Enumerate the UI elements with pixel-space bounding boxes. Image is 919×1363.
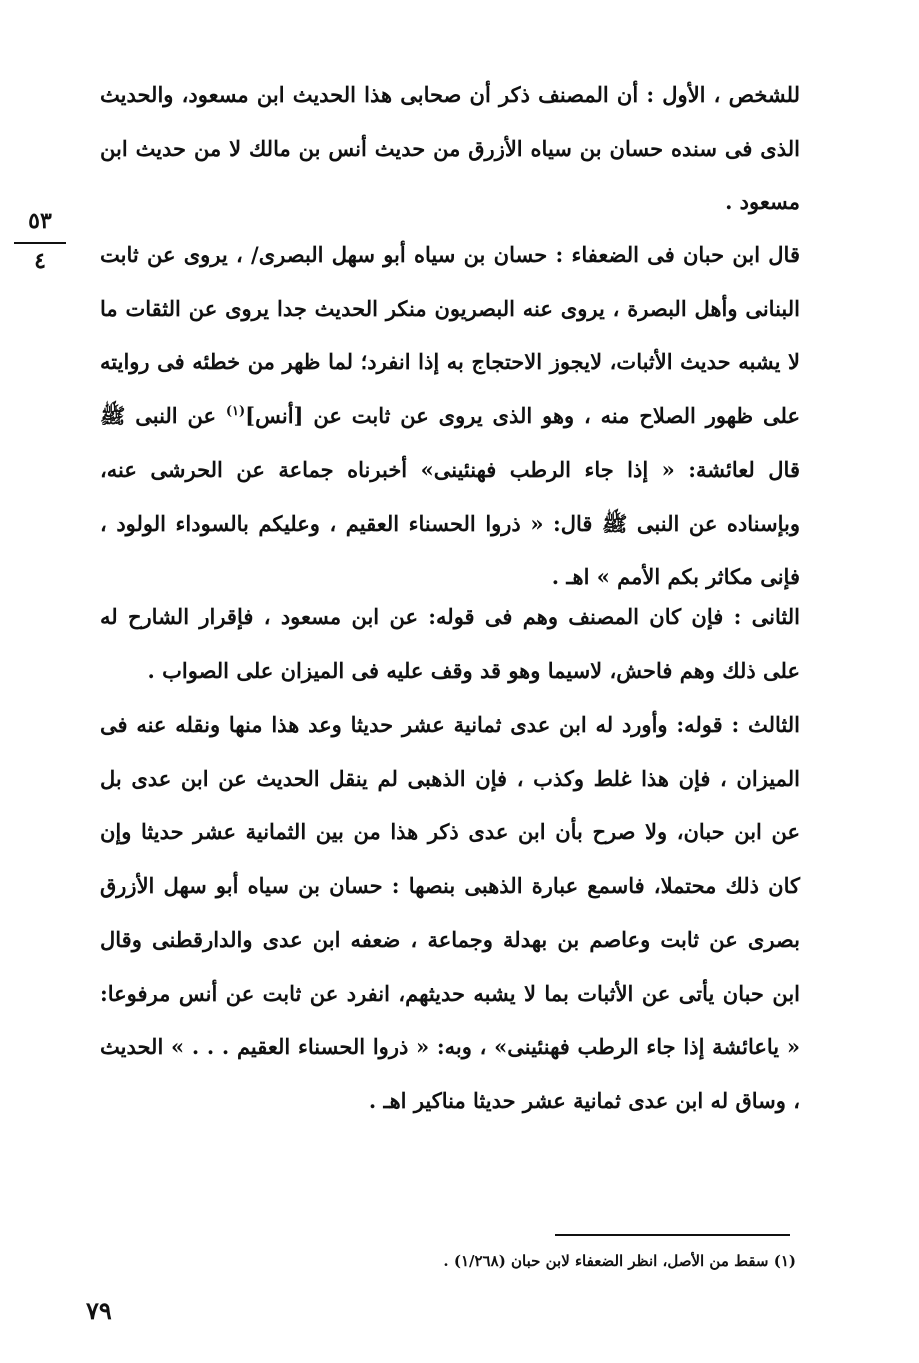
page-number: ٧٩ [86,1296,112,1325]
footnote-separator [555,1234,790,1236]
paragraph-third-text: الثانى : فإن كان المصنف وهم فى قوله: عن ابن مسعود ، فإقرار الشارح له على ذلك وهم فاحش، لاسيما وهو قد وقف عليه فى الميزان على الصواب . [100,604,800,683]
footnote-text: (١) سقط من الأصل، انظر الضعفاء لابن حبان (١/٢٦٨) . [443,1252,796,1270]
paragraph-second [100,228,800,604]
margin-reference-lower: ٤ [34,248,46,274]
margin-reference-upper: ٥٣ [28,208,52,234]
paragraph-fourth [100,698,800,1128]
footnote [300,1249,796,1273]
paragraph-first [100,68,800,229]
paragraph-second-after-ref: عن النبى ﷺ قال لعائشة: « إذا جاء الرطب فهنئينى» أخبرناه جماعة عن الحرشى عنه، وبإسناده عن النبى ﷺ قال: « ذروا الحسناء العقيم ، وعليكم بالسوداء الولود ، فإنى مكاثر بكم الأمم » اهـ . [100,403,800,590]
paragraph-second-text [100,228,800,604]
paragraph-second-before-ref: قال ابن حبان فى الضعفاء : حسان بن سياه أبو سهل البصرى/ ، يروى عن ثابت البنانى وأهل البصرة ، يروى عنه البصريون منكر الحديث جدا يروى عن الثقات ما لا يشبه حديث الأثبات، لايجوز الاحتجاج به إذا انفرد؛ لما ظهر من خطئه فى روايته على ظهور الصلاح منه ، وهو الذى يروى عن ثابت عن [أنس] [100,242,800,429]
margin-page-reference [12,202,68,278]
paragraph-third [100,590,800,697]
footnote-reference-mark: (١) [225,404,246,420]
paragraph-fourth-text: الثالث : قوله: وأورد له ابن عدى ثمانية عشر حديثا وعد هذا منها ونقله عنه فى الميزان ، فإن هذا غلط وكذب ، فإن الذهبى لم ينقل الحديث عن ابن عدى بل عن ابن حبان، ولا صرح بأن ابن عدى ذكر هذا من بين الثمانية عشر حديثا وإن كان ذلك محتملا، فاسمع عبارة الذهبى بنصها : حسان بن سياه أبو سهل الأزرق بصرى عن ثابت وعاصم بن بهدلة وجماعة ، ضعفه ابن عدى والدارقطنى وقال ابن حبان يأتى عن الأثبات بما لا يشبه حديثهم، انفرد عن ثابت عن أنس مرفوعا: « ياعائشة إذا جاء الرطب فهنئينى» ، وبه: « ذروا الحسناء العقيم . . . » الحديث ، وساق له ابن عدى ثمانية عشر حديثا مناكير اهـ . [100,712,800,1113]
paragraph-first-text: للشخص ، الأول : أن المصنف ذكر أن صحابى هذا الحديث ابن مسعود، والحديث الذى فى سنده حسان بن سياه الأزرق من حديث أنس بن مالك لا من حديث ابن مسعود . [100,82,800,215]
